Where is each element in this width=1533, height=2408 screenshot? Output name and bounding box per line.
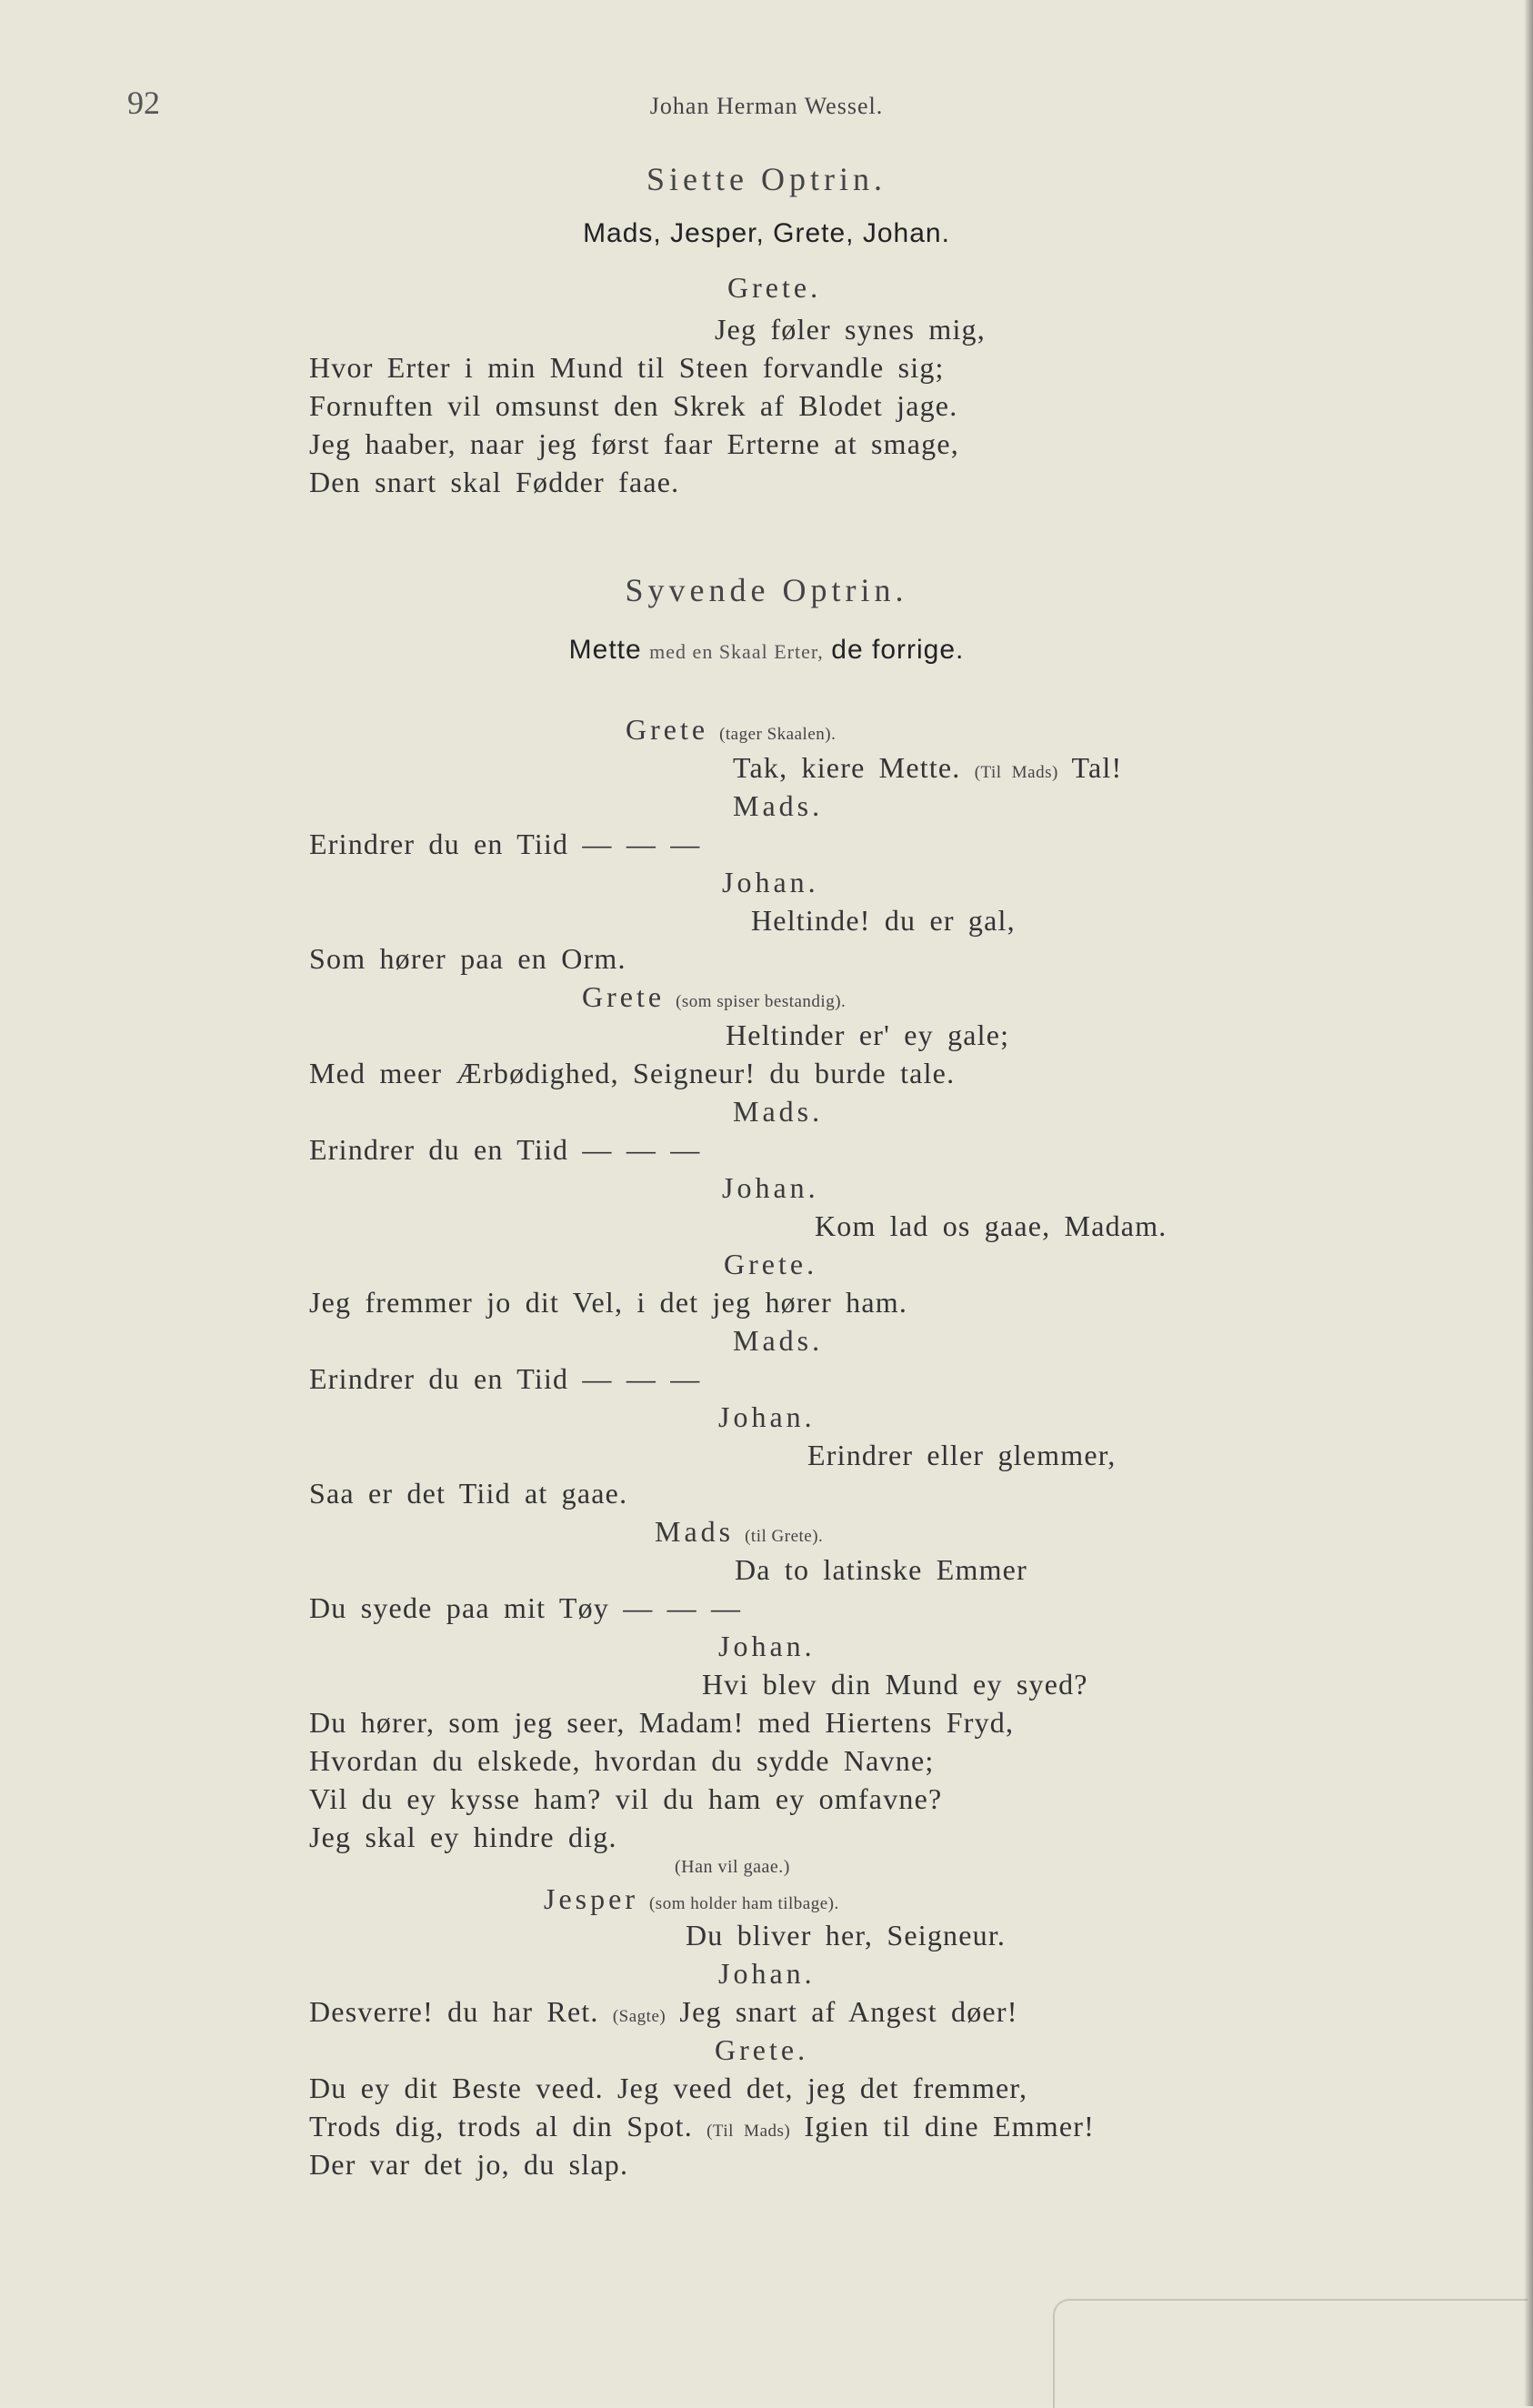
speaker-johan: Johan. <box>722 866 819 898</box>
verse-line: Heltinder er' ey gale; <box>726 1018 1010 1051</box>
verse-line: Hvordan du elskede, hvordan du sydde Navne; <box>309 1744 935 1777</box>
verse-line: Erindrer du en Tiid — — — <box>309 1362 701 1395</box>
verse-line: Du hører, som jeg seer, Madam! med Hiertens Fryd, <box>309 1706 1015 1739</box>
verse-line: Da to latinske Emmer <box>735 1553 1027 1586</box>
speaker-mads: Mads. <box>733 1095 824 1128</box>
verse-line: Hvi blev din Mund ey syed? <box>702 1668 1088 1701</box>
scene-7-cast <box>0 635 1533 666</box>
verse-line: Som hører paa en Orm. <box>309 942 626 975</box>
verse-line: Jeg skal ey hindre dig. <box>309 1821 617 1853</box>
cast-name: de forrige. <box>831 635 965 665</box>
verse-line: Der var det jo, du slap. <box>309 2148 629 2181</box>
verse-line: Trods dig, trods al din Spot. (Til Mads) Igien til dine Emmer! <box>309 2110 1095 2142</box>
verse-line: Du ey dit Beste veed. Jeg veed det, jeg det fremmer, <box>309 2072 1028 2104</box>
verse-line: Du syede paa mit Tøy — — — <box>309 1591 742 1624</box>
page-number: 92 <box>127 85 160 121</box>
stage-direction: (tager Skaalen). <box>719 725 837 744</box>
speaker-grete: Grete. <box>727 271 822 304</box>
verse-line: Den snart skal Fødder faae. <box>309 466 680 498</box>
verse-line: Heltinde! du er gal, <box>751 904 1016 937</box>
verse-line: Erindrer eller glemmer, <box>807 1439 1117 1471</box>
verse-line: Jeg føler synes mig, <box>715 313 986 346</box>
verse-line: Erindrer du en Tiid — — — <box>309 1133 701 1166</box>
speaker-mads: Mads. <box>733 789 824 822</box>
verse-line: Kom lad os gaae, Madam. <box>815 1209 1167 1242</box>
verse-line: Med meer Ærbødighed, Seigneur! du burde tale. <box>309 1057 956 1089</box>
verse-line: Fornuften vil omsunst den Skrek af Blodet jage. <box>309 389 958 422</box>
speaker-grete: Grete (tager Skaalen). <box>626 713 837 746</box>
scene-7-title: Syvende Optrin. <box>625 572 908 608</box>
verse-line: Erindrer du en Tiid — — — <box>309 828 701 860</box>
stage-direction: (til Grete). <box>745 1527 824 1546</box>
speaker-grete: Grete (som spiser bestandig). <box>582 980 847 1013</box>
verse-line: Jeg haaber, naar jeg først faar Erterne at smage, <box>309 427 959 460</box>
verse-line: Jeg fremmer jo dit Vel, i det jeg hører ham. <box>309 1286 908 1319</box>
page-edge-shadow <box>1524 0 1533 2406</box>
speaker-grete: Grete. <box>724 1248 818 1280</box>
page-fold-mark <box>1053 2299 1528 2408</box>
speaker-johan: Johan. <box>718 1400 816 1433</box>
speaker-grete: Grete. <box>715 2033 809 2066</box>
verse-line: Desverre! du har Ret. (Sagte) Jeg snart af Angest døer! <box>309 1995 1018 2028</box>
speaker-mads: Mads. <box>733 1324 824 1357</box>
cast-name: Mette <box>568 635 642 665</box>
verse-line: Du bliver her, Seigneur. <box>686 1919 1007 1951</box>
speaker-jesper: Jesper (som holder ham tilbage). <box>544 1882 839 1915</box>
scene-6-cast: Mads, Jesper, Grete, Johan. <box>583 218 950 248</box>
stage-direction: (Til Mads) <box>706 2122 791 2141</box>
speaker-johan: Johan. <box>718 1957 816 1990</box>
stage-direction: (Til Mads) <box>974 763 1058 782</box>
stage-direction: (som holder ham tilbage). <box>648 1894 839 1913</box>
running-head: Johan Herman Wessel. <box>649 93 884 119</box>
speaker-johan: Johan. <box>722 1171 819 1204</box>
verse-line: Vil du ey kysse ham? vil du ham ey omfavne? <box>309 1782 943 1815</box>
cast-note: med en Skaal Erter, <box>649 640 824 663</box>
scene-6-title: Siette Optrin. <box>646 161 887 197</box>
speaker-johan: Johan. <box>718 1630 816 1662</box>
stage-direction: (som spiser bestandig). <box>676 992 847 1011</box>
verse-line: Tak, kiere Mette. (Til Mads) Tal! <box>733 751 1123 784</box>
speaker-mads: Mads (til Grete). <box>655 1515 824 1548</box>
verse-line: Hvor Erter i min Mund til Steen forvandle sig; <box>309 351 945 384</box>
verse-line: Saa er det Tiid at gaae. <box>309 1477 628 1510</box>
stage-direction: (Sagte) <box>612 2007 666 2026</box>
stage-direction: (Han vil gaae.) <box>675 1857 790 1877</box>
